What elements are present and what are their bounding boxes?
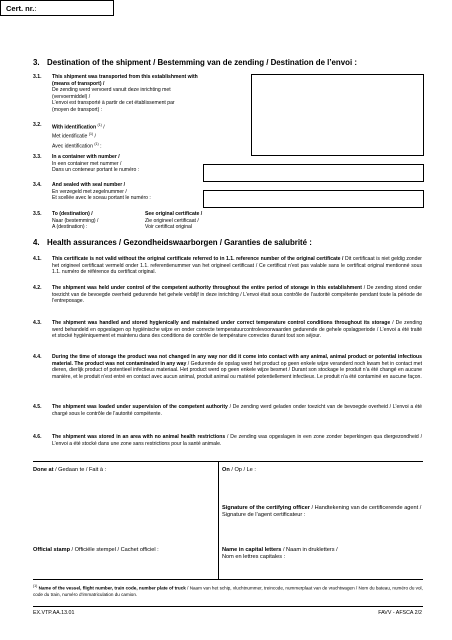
item-4-6 (33, 434, 422, 447)
transport-means-field[interactable] (251, 74, 424, 156)
seal-number-field[interactable] (203, 190, 424, 208)
item-4-3-text: / De zending werd behandeld en opgeslagen op hygiënische wijze en onder correcte temperatuurcontrolevoorwaarden gedurende de gehele opslagperiode / L’envoi a été traité et stocké hygiéniquement et maintenu dans des conditions de contrôle de température correctes durant tout son séjour. (52, 320, 422, 340)
item-3-1-line-3: De zending werd vervoerd vanuit deze inrichting met (52, 87, 171, 94)
item-4-6-number: 4.6. (33, 434, 42, 440)
item-4-2 (33, 285, 422, 305)
official-stamp-label (33, 547, 159, 554)
item-3-5-number: 3.5. (33, 211, 42, 217)
container-number-field[interactable] (203, 164, 424, 182)
item-3-1-number: 3.1. (33, 74, 42, 80)
footer-right: FAVV - AFSCA 2/2 (378, 610, 422, 616)
certificate-number-box (0, 0, 114, 16)
item-3-1-line-4: (vervoermiddel) / (52, 93, 91, 100)
item-3-2-line-1: With identification (52, 124, 97, 131)
section-4-title-text: Health assurances / Gezondheidswaarborgen / Garanties de salubrité : (47, 238, 312, 247)
section-3-title (33, 58, 357, 67)
item-4-3 (33, 320, 422, 340)
section-3-title-text: Destination of the shipment / Bestemming van de zending / Destination de l’envoi : (47, 58, 357, 67)
item-3-1-line-1: This shipment was transported from this establishment with (52, 74, 198, 80)
done-at-rest: / Gedaan te / Fait à : (53, 467, 107, 473)
item-4-4-bold: During the time of storage the product was not changed in any way nor did it come into contact with any animal, animal product or potential infectious material. The product was not contaminated in any way (52, 354, 422, 367)
item-3-2-line-3: Avec identification (52, 143, 93, 150)
item-4-5-number: 4.5. (33, 404, 42, 410)
item-4-2-bold: The shipment was held under control of the competent authority throughout the entire period of storage in this establishment (52, 285, 362, 291)
item-4-6-bold: The shipment was stored in an area with no animal health restrictions (52, 434, 226, 440)
item-4-5-text: / De zending werd geladen onder toezicht van de bevoegde overheid / L’envoi a été chargé sous le contrôle de l’autorité compétente. (52, 404, 422, 417)
item-4-2-text: / De zending stond onder toezicht van de bevoegde overheid gedurende het gehele verblijf in deze inrichting / L’envoi était sous contrôle de l’autorité compétente pendant toute la période de l’entreposage. (52, 285, 422, 305)
item-3-4-line-2: En verzegeld met zegelnummer / (52, 188, 127, 195)
item-3-5-right-line-2: Zie origineel certificaat / (145, 217, 199, 224)
item-3-5-line-3: A (destination) : (52, 224, 88, 231)
item-4-2-number: 4.2. (33, 285, 42, 291)
name-line-2: Nom en lettres capitales : (222, 554, 286, 560)
signature-top-rule (33, 461, 423, 462)
item-4-1-number: 4.1. (33, 256, 42, 262)
item-4-1 (33, 256, 423, 276)
footnote-ref: (1) (97, 123, 102, 127)
item-4-4-text: / Gedurende de opslag werd het product op geen enkele wijze veranderd noch kwam het in contact met dieren, dierlijk product of potentieel infectieus materiaal. Het product werd op geen enkele wijze besmet / Durant son stockage le produit n’a été changé en aucune manière, et le produit n’est entré en contact avec aucun animal, produit animal ou matériel potentiellement infectieux. Le produit n’a été contaminé en aucune façon. (52, 360, 422, 380)
footnote-ref: (1) (88, 132, 94, 137)
footnote (33, 583, 423, 598)
footer-rule (33, 606, 423, 607)
on-rest: / Op / Le : (229, 467, 256, 473)
item-3-4-line-3: Et scellée avec le sceau portant le numéro : (52, 195, 151, 202)
item-3-5-right-line-3: Voir certificat original (145, 224, 192, 231)
on-bold: On (222, 467, 230, 473)
signature-bottom-rule (33, 579, 423, 580)
footnote-mark: (1) (33, 584, 38, 588)
signature-divider (218, 461, 219, 579)
footnote-text: / Naam van het schip, vluchtnummer, treincode, nummerplaat van de vrachtwagen / Nom du bateau, numéro du vol, code du train, numéro d’immatriculation du camion. (33, 585, 423, 597)
officer-rest: / Handtekening van de certificerende agent / Signature de l’agent certificateur : (222, 505, 422, 518)
item-3-2-line-2: Met identificatie (52, 133, 88, 140)
officer-signature-label (222, 505, 422, 519)
footer-left: EX.VTP.AA.13.01 (33, 610, 75, 616)
item-4-4 (33, 354, 422, 380)
item-4-3-bold: The shipment was handled and stored hygienically and maintained under correct temperature control conditions throughout its storage (52, 320, 391, 326)
item-3-5-line-2: Naar (bestemming) / (52, 217, 99, 224)
stamp-bold: Official stamp (33, 547, 70, 553)
item-3-3-line-3: Dans un conteneur portant le numéro : (52, 167, 140, 174)
officer-bold: Signature of the certifying officer (222, 505, 310, 511)
item-3-1-line-5: L’envoi est transporté à partir de cet établissement par (52, 100, 175, 107)
stamp-rest: / Officiële stempel / Cachet officiel : (70, 547, 159, 553)
item-3-5-line-1: To (destination) / (52, 211, 93, 217)
item-4-5 (33, 404, 422, 417)
item-3-5-right-line-1: See original certificate / (145, 211, 203, 217)
item-4-1-bold: This certificate is not valid without the original certificate referred to in 1.1. reference number of the original certificate / (52, 256, 344, 262)
item-4-6-text: / De zending was opgeslagen in een zone zonder beperkingen qua diergezondheid / L’envoi a été stocké dans une zone sans restrictions pour la santé animale. (52, 434, 422, 447)
cert-number-label: Cert. nr. (6, 4, 35, 13)
done-at-bold: Done at (33, 467, 54, 473)
item-3-4-number: 3.4. (33, 182, 42, 188)
item-4-4-number: 4.4. (33, 354, 42, 360)
done-at-label (33, 467, 106, 474)
name-rest: / Naam in drukletters / (281, 547, 338, 553)
item-3-1-line-6: (moyen de transport) : (52, 106, 103, 113)
item-4-5-bold: The shipment was loaded under supervision of the competent authority (52, 404, 228, 410)
section-3-number: 3. (33, 58, 40, 67)
item-3-2-number: 3.2. (33, 122, 42, 128)
item-4-3-number: 4.3. (33, 320, 42, 326)
item-3-3-number: 3.3. (33, 154, 42, 160)
section-4-title (33, 238, 312, 247)
item-3-1-line-2: (means of transport) / (52, 80, 105, 87)
footnote-bold: Name of the vessel, flight number, train code, number plate of truck (38, 585, 186, 591)
item-3-4-line-1: And sealed with seal number / (52, 182, 126, 188)
name-capitals-label (222, 547, 338, 561)
item-3-3-line-1: In a container with number / (52, 154, 120, 160)
name-bold: Name in capital letters (222, 547, 282, 553)
footnote-ref: (1) (94, 141, 99, 146)
item-3-3-line-2: In een container met nummer / (52, 160, 122, 167)
cert-number-colon: : (34, 4, 37, 13)
item-4-1-text: Dit certificaat is niet geldig zonder het origineel certificaat vermeld onder 1.1. referentienummer van het origineel certificaat / Ce certificat n’est pas valable sans le certificat original mentionné sous 1.1. numéro de référence du certificat original. (52, 256, 423, 276)
section-4-number: 4. (33, 238, 40, 247)
date-label (222, 467, 256, 474)
